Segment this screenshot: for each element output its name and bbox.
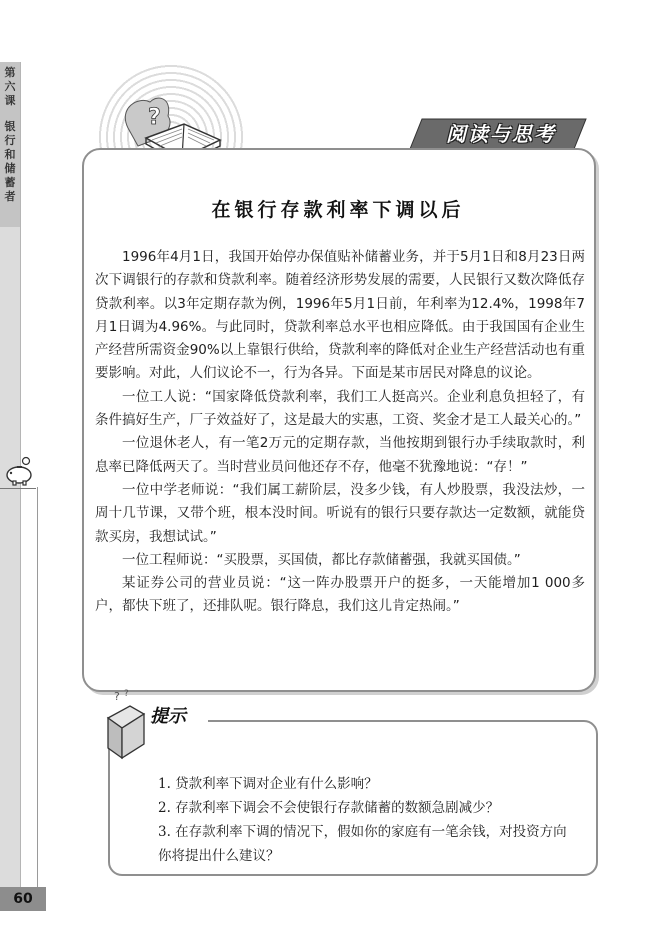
paragraph-teacher: 一位中学老师说：“我们属工薪阶层，没多少钱，有人炒股票，我没法炒，一周十几节课，又带个班，根本没时间。听说有的银行只要存款达一定数额，就能贷款买房，我想试试。” [95,481,585,545]
hint-item: 1. 贷款利率下调对企业有什么影响？ [158,776,378,792]
margin-vertical-line [37,487,38,887]
svg-text:?: ? [124,689,129,699]
page-number: 60 [13,891,33,907]
paragraph-intro: 1996年4月1日，我国开始停办保值贴补储蓄业务，并于5月1日和8月23日两次下调银行的存款和贷款利率。随着经济形势发展的需要，人民银行又数次降低存贷款利率。以3年定期存款为例，1996年5月1日前，年利率为12.4%，1998年7月1日调为4.96%。与此同时，贷款利率总水平也相应降低。由于我国国有企业生产经营所需资金90%以上靠银行供给，贷款利率的降低对企业生产经营活动也有重要影响。对此，人们议论不一，行为各异。下面是某市居民对降息的议论。 [95,249,585,382]
lesson-label: 第六课 [4,66,16,107]
piggy-bank-icon [2,454,36,488]
article-body [95,246,585,619]
hint-item: 2. 存款利率下调会不会使银行存款储蓄的数额急剧减少？ [158,800,500,816]
paragraph-broker: 某证券公司的营业员说：“这一阵办股票开户的挺多，一天能增加1 000多户，都快下班了，还排队呢。银行降息，我们这儿肯定热闹。” [95,575,585,615]
svg-text:?: ? [148,105,161,130]
chapter-label: 银行和储蓄者 [4,120,16,203]
margin-divider [0,488,36,489]
paragraph-retiree: 一位退休老人，有一笔2万元的定期存款，当他按期到银行办手续取款时，利息率已降低两天了。当时营业员问他还存不存，他毫不犹豫地说：“存！” [95,435,585,475]
svg-text:?: ? [114,690,120,703]
paragraph-worker: 一位工人说：“国家降低贷款利率，我们工人挺高兴。企业利息负担轻了，有条件搞好生产，厂子效益好了，这是最大的实惠，工资、奖金才是工人最关心的。” [95,388,585,429]
hint-list [158,772,578,868]
book-question-icon [100,688,156,762]
hint-label: 提示 [150,706,186,727]
paragraph-engineer: 一位工程师说：“买股票，买国债，都比存款储蓄强，我就买国债。” [122,551,521,568]
hint-item: 3. 在存款利率下调的情况下，假如你的家庭有一笔余钱，对投资方向你将提出什么建议？ [158,824,567,864]
article-title: 在银行存款利率下调以后 [211,199,465,221]
section-title: 阅读与思考 [446,122,556,146]
